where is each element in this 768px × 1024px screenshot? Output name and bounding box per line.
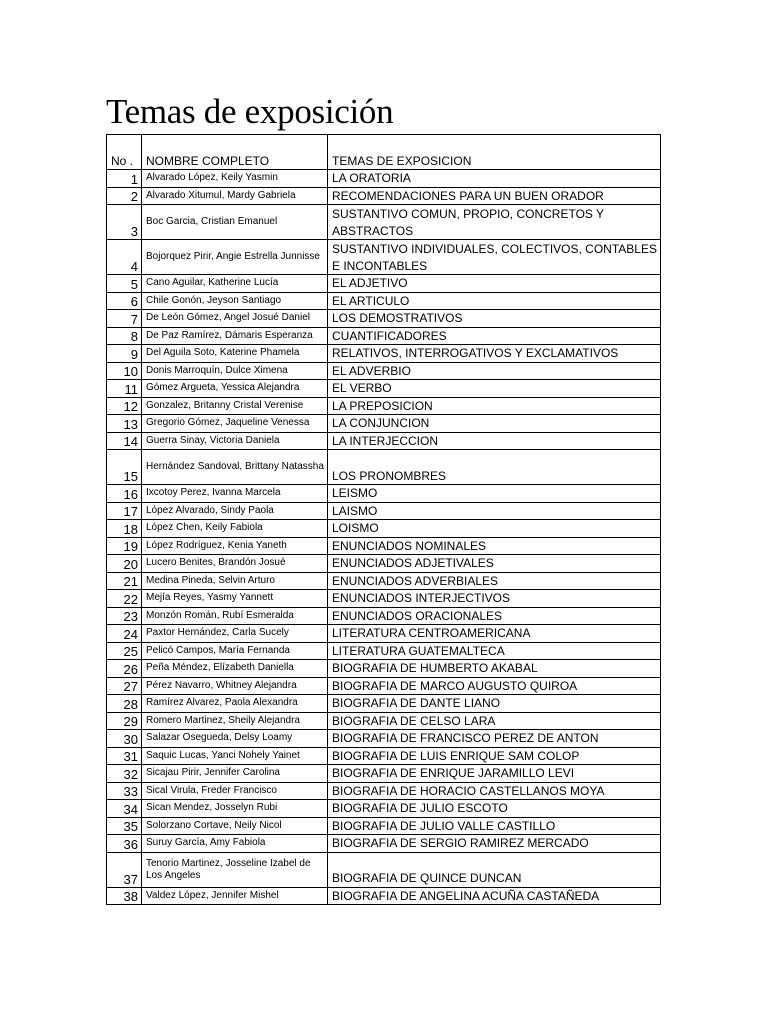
exposition-topic: ENUNCIADOS INTERJECTIVOS [328, 590, 661, 608]
exposition-topic: CUANTIFICADORES [328, 327, 661, 345]
table-row [107, 502, 661, 520]
student-name: Pelicó Campos, María Fernanda [142, 642, 328, 660]
row-number: 15 [107, 450, 142, 485]
table-row [107, 187, 661, 205]
row-number: 36 [107, 835, 142, 853]
row-number: 38 [107, 887, 142, 905]
row-number: 25 [107, 642, 142, 660]
row-number: 34 [107, 800, 142, 818]
student-name: Del Aguila Soto, Katerine Phamela [142, 345, 328, 363]
row-number: 12 [107, 397, 142, 415]
table-row [107, 660, 661, 678]
row-number: 35 [107, 817, 142, 835]
student-name: Lucero Benites, Brandón Josué [142, 555, 328, 573]
exposition-topic: LEISMO [328, 485, 661, 503]
exposition-topic: BIOGRAFIA DE LUIS ENRIQUE SAM COLOP [328, 747, 661, 765]
exposition-topics-table [106, 134, 661, 905]
row-number: 5 [107, 275, 142, 293]
table-body [107, 135, 661, 905]
exposition-topic: BIOGRAFIA DE ANGELINA ACUÑA CASTAÑEDA [328, 887, 661, 905]
row-number: 29 [107, 712, 142, 730]
exposition-topic: LA INTERJECCION [328, 432, 661, 450]
table-row [107, 782, 661, 800]
table-row [107, 292, 661, 310]
row-number: 31 [107, 747, 142, 765]
row-number: 10 [107, 362, 142, 380]
student-name: Peña Méndez, Elízabeth Daniella [142, 660, 328, 678]
page-title: Temas de exposición [106, 92, 394, 131]
row-number: 32 [107, 765, 142, 783]
exposition-topic: BIOGRAFIA DE HORACIO CASTELLANOS MOYA [328, 782, 661, 800]
exposition-topic: BIOGRAFIA DE ENRIQUE JARAMILLO LEVI [328, 765, 661, 783]
student-name: López Alvarado, Sindy Paola [142, 502, 328, 520]
student-name: Paxtor Hernández, Carla Sucely [142, 625, 328, 643]
row-number: 18 [107, 520, 142, 538]
student-name: Valdez López, Jennifer Mishel [142, 887, 328, 905]
exposition-topic: EL ADVERBIO [328, 362, 661, 380]
table-row [107, 520, 661, 538]
student-name: Gómez Argueta, Yessica Alejandra [142, 380, 328, 398]
student-name: Hernández Sandoval, Brittany Natassha [142, 450, 328, 485]
exposition-topic: RELATIVOS, INTERROGATIVOS Y EXCLAMATIVOS [328, 345, 661, 363]
exposition-topic: ENUNCIADOS ADJETIVALES [328, 555, 661, 573]
table-row [107, 852, 661, 887]
row-number: 30 [107, 730, 142, 748]
student-name: Sical Virula, Freder Francisco [142, 782, 328, 800]
table-row [107, 537, 661, 555]
row-number: 37 [107, 852, 142, 887]
row-number: 27 [107, 677, 142, 695]
row-number: 26 [107, 660, 142, 678]
exposition-topic: BIOGRAFIA DE JULIO ESCOTO [328, 800, 661, 818]
student-name: Medina Pineda, Selvin Arturo [142, 572, 328, 590]
student-name: Alvarado López, Keily Yasmin [142, 170, 328, 188]
student-name: López Chen, Keily Fabiola [142, 520, 328, 538]
header-number: No . [107, 135, 142, 170]
student-name: Tenorio Martinez, Josseline Izabel de Los Angeles [142, 852, 328, 887]
student-name: Cano Aguilar, Katherine Lucía [142, 275, 328, 293]
exposition-topic: EL VERBO [328, 380, 661, 398]
row-number: 7 [107, 310, 142, 328]
exposition-topic: SUSTANTIVO INDIVIDUALES, COLECTIVOS, CONTABLES E INCONTABLES [328, 240, 661, 275]
row-number: 4 [107, 240, 142, 275]
student-name: Gregorio Gómez, Jaqueline Venessa [142, 415, 328, 433]
row-number: 16 [107, 485, 142, 503]
table-row [107, 800, 661, 818]
student-name: Alvarado Xitumul, Mardy Gabriela [142, 187, 328, 205]
student-name: Guerra Sinay, Victoria Daniela [142, 432, 328, 450]
exposition-topic: SUSTANTIVO COMUN, PROPIO, CONCRETOS Y ABSTRACTOS [328, 205, 661, 240]
exposition-topic: LA CONJUNCION [328, 415, 661, 433]
table-row [107, 397, 661, 415]
row-number: 14 [107, 432, 142, 450]
row-number: 11 [107, 380, 142, 398]
table-row [107, 712, 661, 730]
student-name: Suruy García, Amy Fabiola [142, 835, 328, 853]
exposition-topic: LITERATURA GUATEMALTECA [328, 642, 661, 660]
exposition-topic: LA PREPOSICION [328, 397, 661, 415]
table-row [107, 327, 661, 345]
row-number: 28 [107, 695, 142, 713]
table-row [107, 432, 661, 450]
table-row [107, 310, 661, 328]
student-name: De Paz Ramírez, Dámaris Esperanza [142, 327, 328, 345]
table-row [107, 555, 661, 573]
row-number: 1 [107, 170, 142, 188]
table-row [107, 887, 661, 905]
exposition-topic: BIOGRAFIA DE MARCO AUGUSTO QUIROA [328, 677, 661, 695]
table-row [107, 415, 661, 433]
exposition-topic: RECOMENDACIONES PARA UN BUEN ORADOR [328, 187, 661, 205]
table-row [107, 485, 661, 503]
exposition-topic: LITERATURA CENTROAMERICANA [328, 625, 661, 643]
student-name: Salazar Osegueda, Delsy Loamy [142, 730, 328, 748]
table-row [107, 345, 661, 363]
exposition-topic: BIOGRAFIA DE CELSO LARA [328, 712, 661, 730]
exposition-topic: LA ORATORIA [328, 170, 661, 188]
table-row [107, 625, 661, 643]
student-name: Donis Marroquín, Dulce Ximena [142, 362, 328, 380]
row-number: 24 [107, 625, 142, 643]
exposition-topic: LOS DEMOSTRATIVOS [328, 310, 661, 328]
exposition-topic: EL ADJETIVO [328, 275, 661, 293]
row-number: 17 [107, 502, 142, 520]
student-name: Romero Martinez, Sheily Alejandra [142, 712, 328, 730]
student-name: Mejía Reyes, Yasmy Yannett [142, 590, 328, 608]
exposition-topic: EL ARTICULO [328, 292, 661, 310]
exposition-topic: LOISMO [328, 520, 661, 538]
exposition-topic: BIOGRAFIA DE JULIO VALLE CASTILLO [328, 817, 661, 835]
table-row [107, 362, 661, 380]
student-name: Saquic Lucas, Yanci Nohely Yainet [142, 747, 328, 765]
exposition-topic: ENUNCIADOS ORACIONALES [328, 607, 661, 625]
exposition-topic: BIOGRAFIA DE DANTE LIANO [328, 695, 661, 713]
table-row [107, 730, 661, 748]
row-number: 21 [107, 572, 142, 590]
row-number: 3 [107, 205, 142, 240]
table-row [107, 572, 661, 590]
table-row [107, 205, 661, 240]
exposition-topic: LAISMO [328, 502, 661, 520]
table-row [107, 275, 661, 293]
student-name: Solorzano Cortave, Neily Nicol [142, 817, 328, 835]
exposition-topic: BIOGRAFIA DE QUINCE DUNCAN [328, 852, 661, 887]
exposition-topic: BIOGRAFIA DE SERGIO RAMIREZ MERCADO [328, 835, 661, 853]
row-number: 13 [107, 415, 142, 433]
row-number: 22 [107, 590, 142, 608]
student-name: Ixcotoy Perez, Ivanna Marcela [142, 485, 328, 503]
row-number: 9 [107, 345, 142, 363]
student-name: Ramírez Alvarez, Paola Alexandra [142, 695, 328, 713]
row-number: 19 [107, 537, 142, 555]
student-name: Pérez Navarro, Whitney Alejandra [142, 677, 328, 695]
table-row [107, 607, 661, 625]
table-row [107, 590, 661, 608]
row-number: 33 [107, 782, 142, 800]
table-row [107, 677, 661, 695]
table-row [107, 642, 661, 660]
table-header-row [107, 135, 661, 170]
student-name: Sicajau Pirir, Jennifer Carolina [142, 765, 328, 783]
exposition-topic: ENUNCIADOS NOMINALES [328, 537, 661, 555]
student-name: López Rodríguez, Kenia Yaneth [142, 537, 328, 555]
table-row [107, 817, 661, 835]
exposition-topic: BIOGRAFIA DE FRANCISCO PEREZ DE ANTON [328, 730, 661, 748]
student-name: De León Gómez, Angel Josué Daniel [142, 310, 328, 328]
exposition-topic: BIOGRAFIA DE HUMBERTO AKABAL [328, 660, 661, 678]
student-name: Gonzalez, Britanny Cristal Verenise [142, 397, 328, 415]
student-name: Monzón Román, Rubí Esmeralda [142, 607, 328, 625]
exposition-topic: LOS PRONOMBRES [328, 450, 661, 485]
table-row [107, 835, 661, 853]
table-row [107, 695, 661, 713]
header-full-name: NOMBRE COMPLETO [142, 135, 328, 170]
header-topic: TEMAS DE EXPOSICION [328, 135, 661, 170]
table-row [107, 450, 661, 485]
row-number: 2 [107, 187, 142, 205]
table-row [107, 240, 661, 275]
student-name: Sican Mendez, Josselyn Rubi [142, 800, 328, 818]
table-row [107, 765, 661, 783]
exposition-topic: ENUNCIADOS ADVERBIALES [328, 572, 661, 590]
student-name: Chile Gonón, Jeyson Santiago [142, 292, 328, 310]
row-number: 23 [107, 607, 142, 625]
row-number: 6 [107, 292, 142, 310]
row-number: 20 [107, 555, 142, 573]
row-number: 8 [107, 327, 142, 345]
table-row [107, 170, 661, 188]
table-row [107, 747, 661, 765]
student-name: Boc Garcia, Cristian Emanuel [142, 205, 328, 240]
student-name: Bojorquez Pirir, Angie Estrella Junnisse [142, 240, 328, 275]
table-row [107, 380, 661, 398]
